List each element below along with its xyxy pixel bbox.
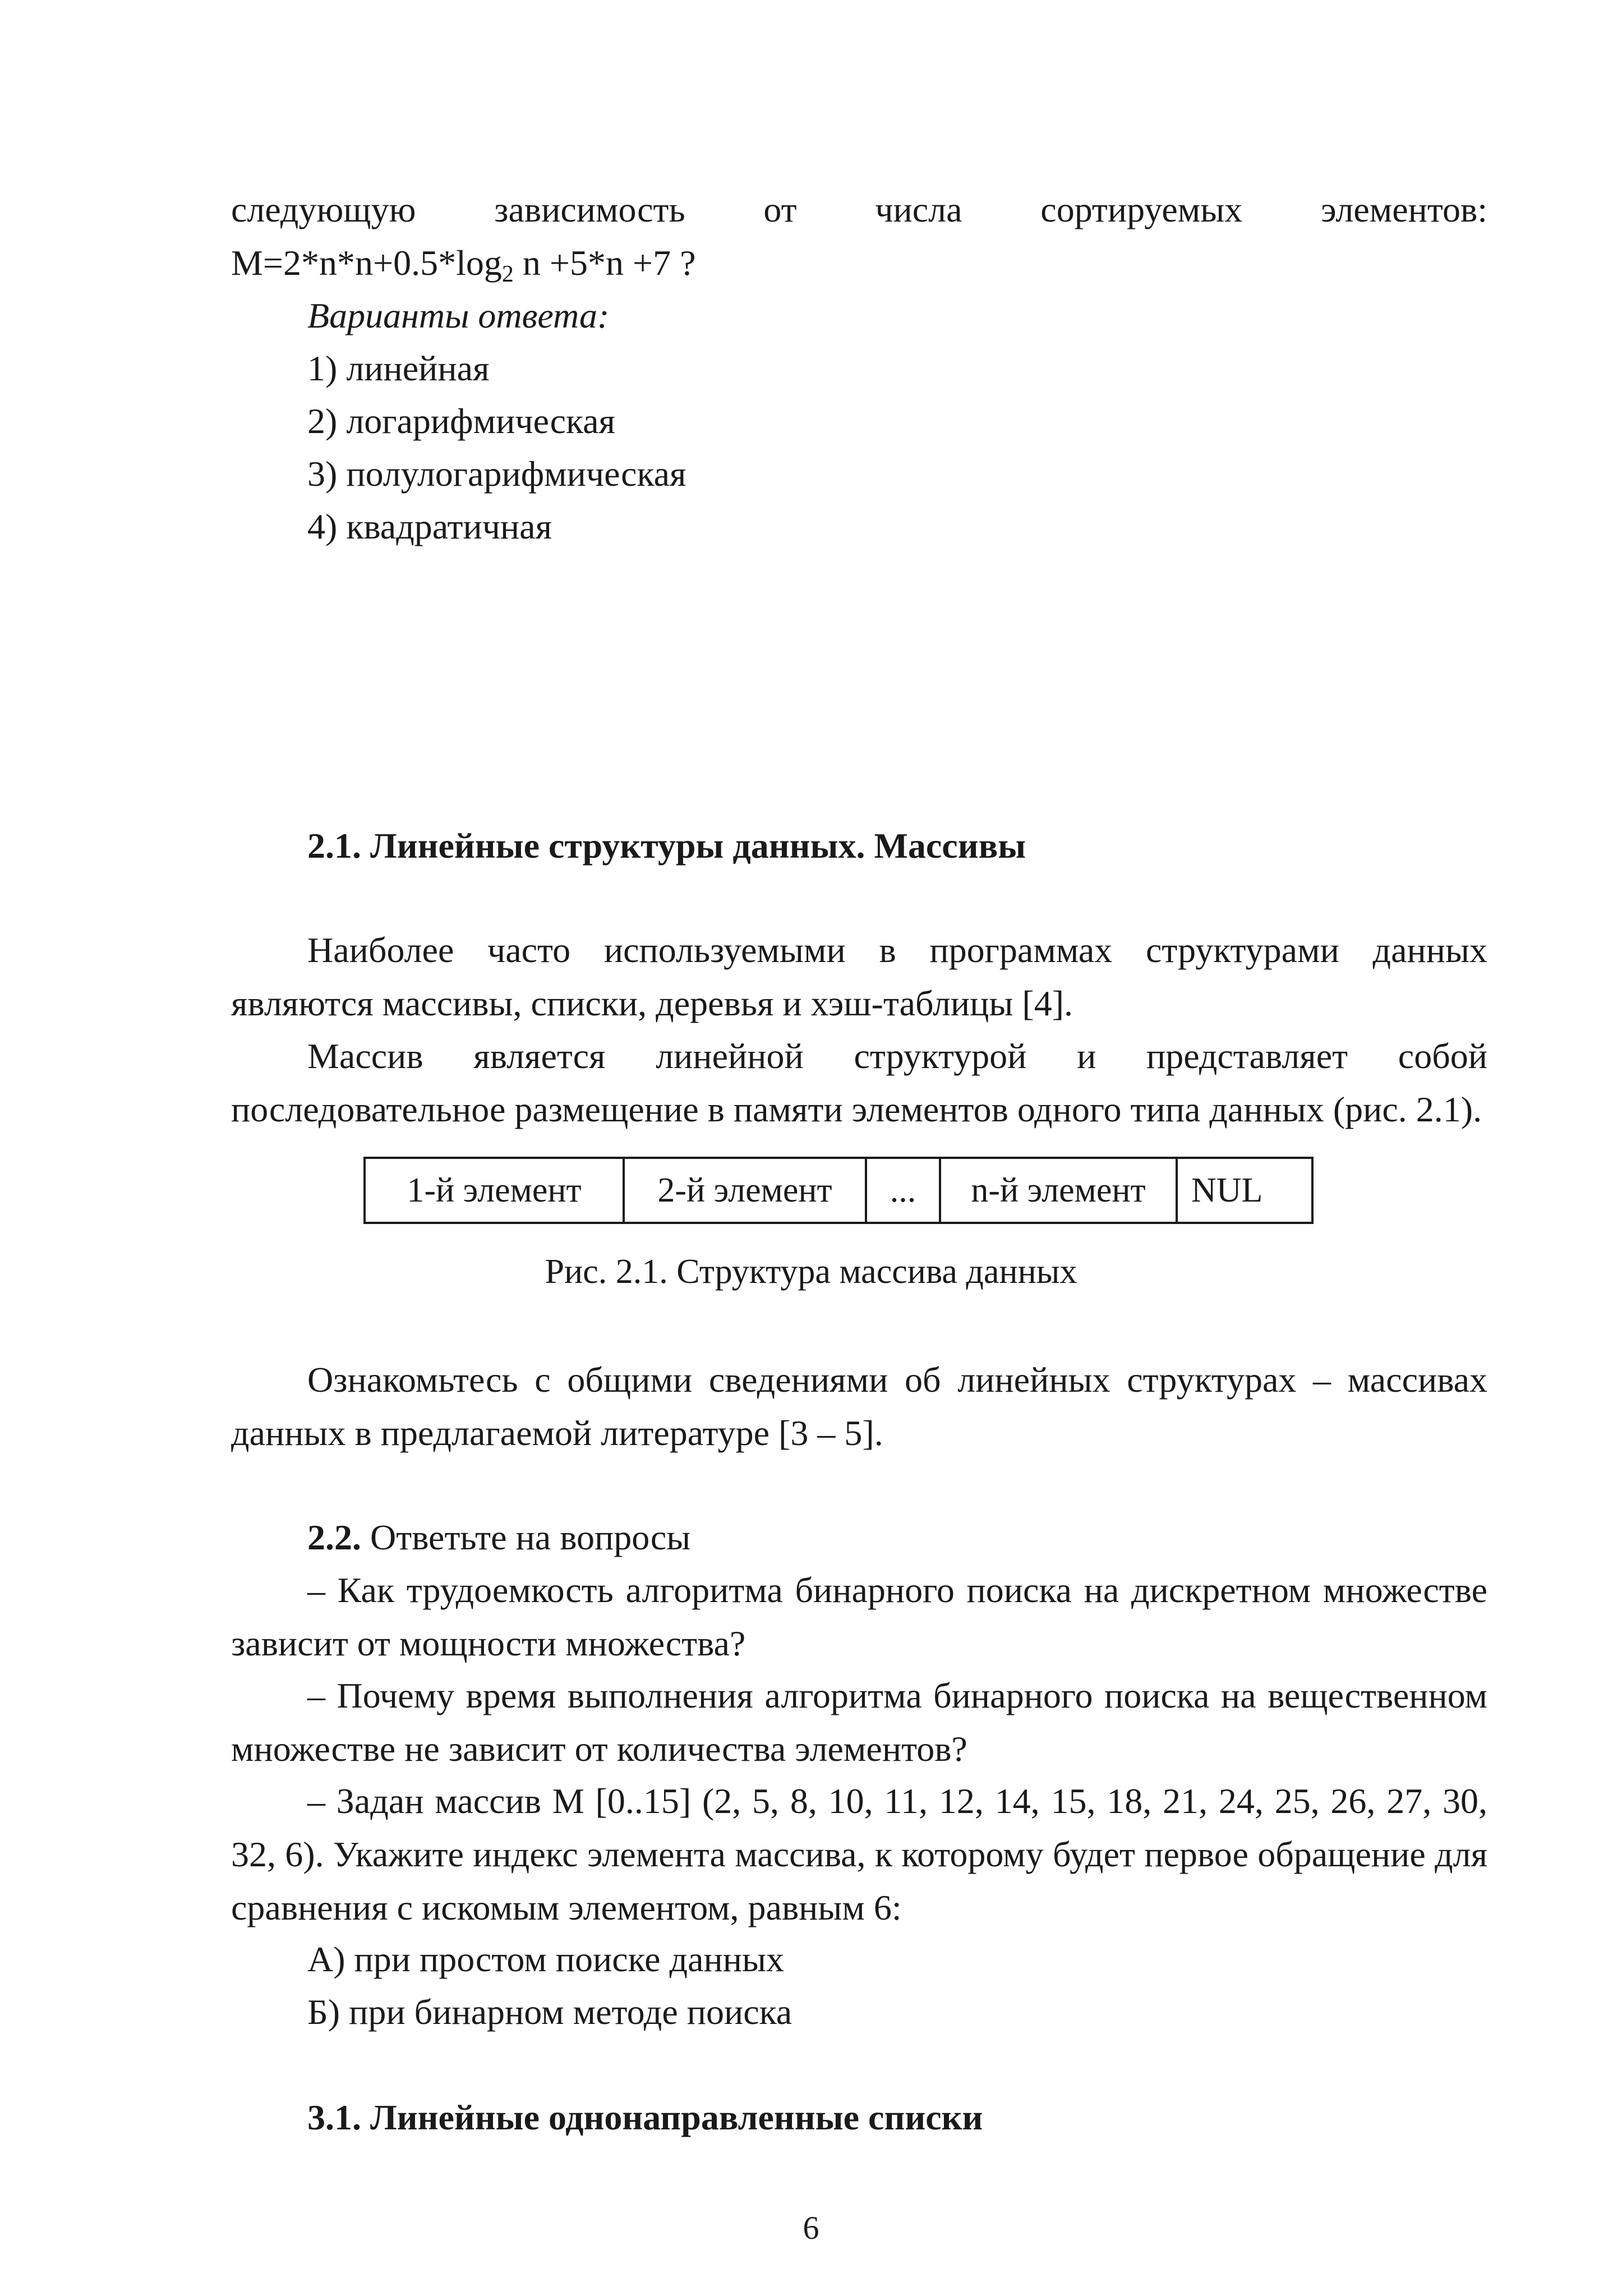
word: от <box>763 190 797 229</box>
array-cell: ... <box>866 1158 940 1223</box>
word: зависимость <box>494 190 685 229</box>
array-cell: NUL <box>1177 1158 1312 1223</box>
question-option: А) при простом поиске данных <box>307 1939 784 1979</box>
formula: $M=2*n*n+0.5*\log_2$ n +5*n +7 ? <box>231 243 696 287</box>
section-heading <box>307 1511 690 1564</box>
array-cell: 1-й элемент <box>365 1158 624 1223</box>
paragraph: Массив является линейной структурой и представляет собой последовательное размещение в памяти элементов одного типа данных (рис. 2.1). <box>231 1036 1487 1129</box>
question: – Задан массив М [0..15] (2, 5, 8, 10, 11, 12, 14, 15, 18, 21, 24, 25, 26, 27, 30, 32, 6). Укажите индекс элемента массива, к которому будет первое обращение для сравнения с искомым элементом, равным 6: <box>231 1781 1487 1927</box>
intro-line <box>231 183 1487 289</box>
figure-caption: Рис. 2.1. Структура массива данных <box>545 1253 1077 1291</box>
word: сортируемых <box>1040 190 1243 229</box>
answer-option: 2) логарифмическая <box>307 401 615 441</box>
page-number: 6 <box>803 2210 819 2246</box>
question-option: Б) при бинарном методе поиска <box>307 1992 792 2032</box>
answer-option: 1) линейная <box>307 348 490 388</box>
answer-option: 4) квадратичная <box>307 507 552 546</box>
array-structure-figure <box>363 1157 1314 1224</box>
answers-label: Варианты ответа: <box>307 296 610 335</box>
question: – Как трудоемкость алгоритма бинарного поиска на дискретном множестве зависит от мощности множества? <box>231 1570 1487 1663</box>
paragraph: Ознакомьтесь с общими сведениями об линейных структурах – массивах данных в предлагаемой литературе [3 – 5]. <box>231 1360 1487 1453</box>
word: элементов: <box>1321 190 1487 229</box>
question: – Почему время выполнения алгоритма бинарного поиска на вещественном множестве не зависит от количества элементов? <box>231 1676 1487 1769</box>
section-number: 2.2. <box>307 1517 361 1557</box>
paragraph: Наиболее часто используемыми в программах структурами данных являются массивы, списки, деревья и хэш-таблицы [4]. <box>231 930 1487 1023</box>
section-heading: 3.1. Линейные однонаправленные списки <box>307 2097 983 2137</box>
section-title: Ответьте на вопросы <box>361 1517 691 1557</box>
array-cell: 2-й элемент <box>624 1158 866 1223</box>
array-cell: n-й элемент <box>940 1158 1177 1223</box>
section-heading: 2.1. Линейные структуры данных. Массивы <box>307 826 1026 866</box>
answer-option: 3) полулогарифмическая <box>307 454 686 494</box>
word: следующую <box>231 190 416 229</box>
intro-words <box>231 183 1487 236</box>
word: числа <box>875 190 962 229</box>
